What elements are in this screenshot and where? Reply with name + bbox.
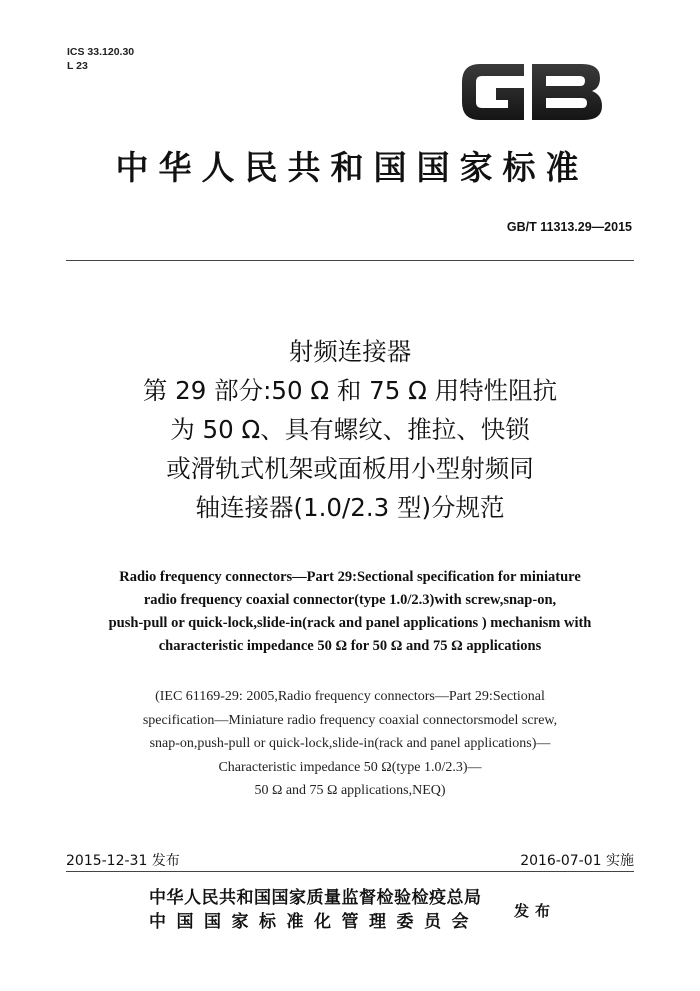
ccs-code: L 23 (67, 60, 88, 72)
bottom-divider (66, 871, 634, 872)
equivalence-line: (IEC 61169-29: 2005,Radio frequency connectors—Part 29:Sectional (155, 689, 545, 704)
issuer-aqsiq: 中华人民共和国国家质量监督检验检疫总局 (149, 888, 482, 908)
equivalence-line: snap-on,push-pull or quick-lock,slide-in(rack and panel applications)— (149, 736, 551, 751)
national-standard-title: 中华人民共和国国家标准 (115, 148, 589, 187)
issue-date: 2015-12-31 发布 (66, 853, 180, 869)
english-title-line: radio frequency coaxial connector(type 1.0/2.3)with screw,snap-on, (143, 592, 557, 608)
equivalence-line: specification—Miniature radio frequency coaxial connectorsmodel screw, (142, 712, 558, 728)
equivalence-statement (40, 685, 660, 803)
english-title-line: characteristic impedance 50 Ω for 50 Ω and 75 Ω applications (158, 638, 542, 654)
chinese-title-line: 轴连接器(1.0/2.3 型)分规范 (195, 493, 505, 522)
classification-codes (67, 45, 134, 73)
logo-letter-g (462, 64, 524, 120)
english-title-line: push-pull or quick-lock,slide-in(rack and panel applications ) mechanism with (108, 615, 592, 631)
ics-code: ICS 33.120.30 (67, 46, 135, 58)
issuing-authorities (149, 886, 482, 934)
equivalence-line: Characteristic impedance 50 Ω(type 1.0/2.3)— (218, 759, 482, 775)
implementation-date: 2016-07-01 实施 (520, 853, 634, 869)
chinese-title-line: 或滑轨式机架或面板用小型射频同 (166, 454, 534, 483)
standard-number: GB/T 11313.29—2015 (506, 220, 632, 234)
equivalence-line: 50 Ω and 75 Ω applications,NEQ) (254, 783, 446, 798)
chinese-title-line: 射频连接器 (288, 337, 412, 366)
publish-label: 发布 (514, 902, 557, 920)
chinese-title (40, 332, 660, 527)
gb-logo (458, 58, 606, 126)
issuer-sac: 中国国家标准化管理委员会 (149, 912, 479, 932)
english-title (40, 566, 660, 658)
chinese-title-line: 第 29 部分:50 Ω 和 75 Ω 用特性阻抗 (142, 376, 558, 405)
chinese-title-line: 为 50 Ω、具有螺纹、推拉、快锁 (170, 415, 530, 444)
logo-letter-b (532, 64, 602, 120)
top-divider (66, 260, 634, 261)
english-title-line: Radio frequency connectors—Part 29:Sectional specification for miniature (119, 569, 581, 585)
